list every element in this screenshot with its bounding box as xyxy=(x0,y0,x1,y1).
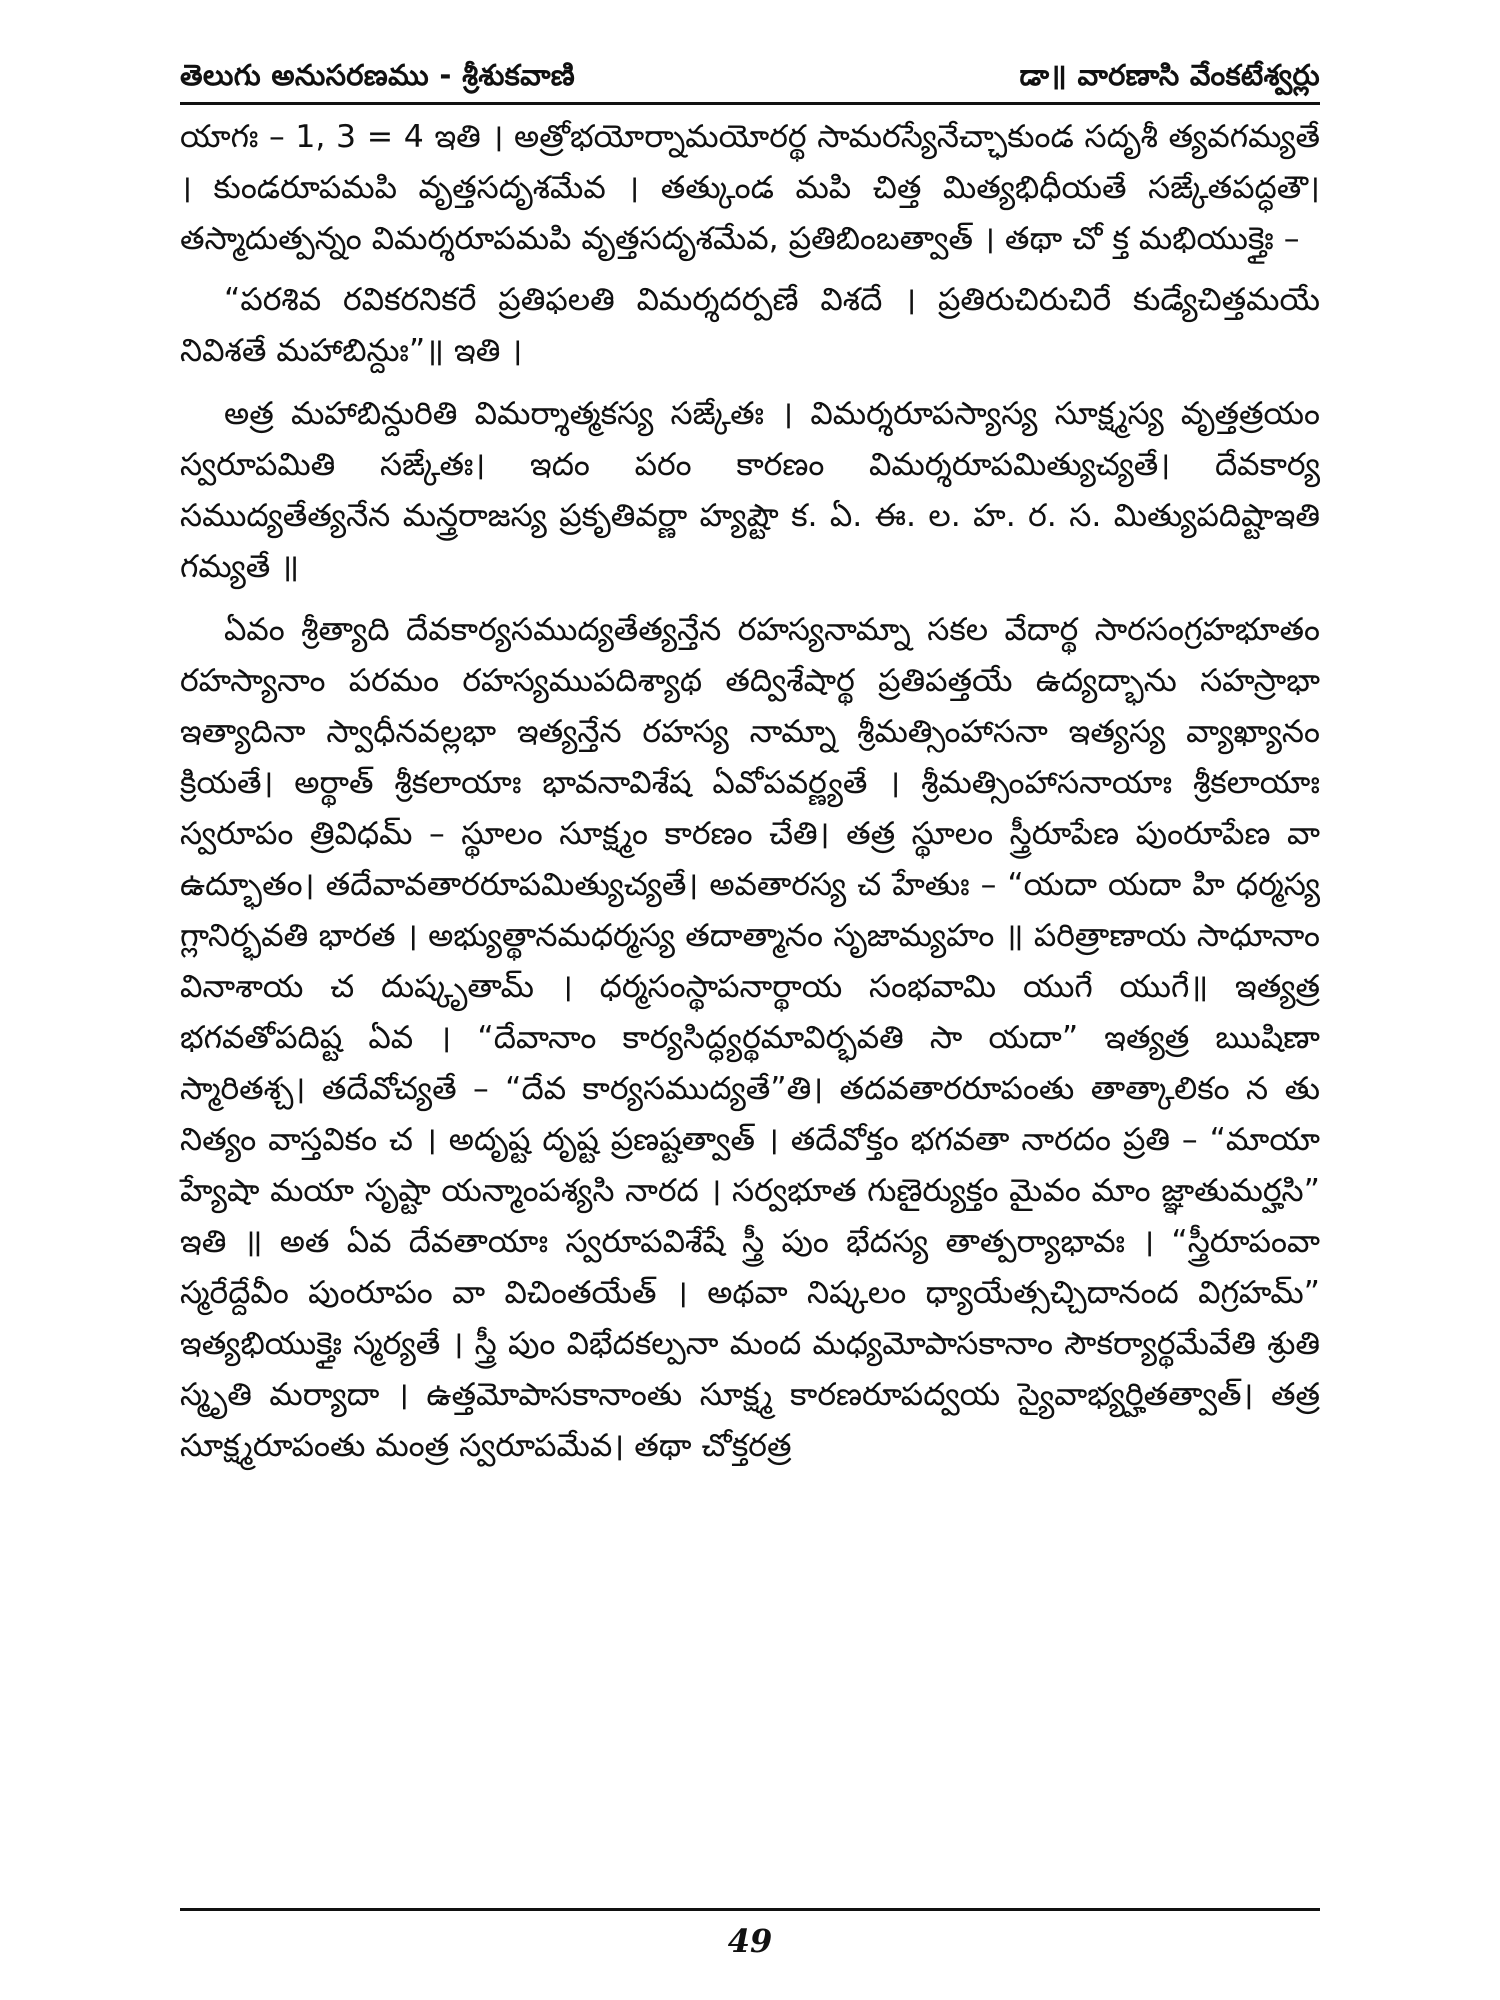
header-book-title: తెలుగు అనుసరణము - శ్రీశుకవాణి xyxy=(180,58,576,92)
paragraph-2-quotation: “పరశివ రవికరనికరే ప్రతిఫలతి విమర్శదర్పణే విశదే । ప్రతిరుచిరుచిరే కుడ్యేచిత్తమయే నివిశతే మహాబిన్దుః”॥ ఇతి । xyxy=(180,282,1320,369)
header-divider xyxy=(180,102,1320,105)
running-header xyxy=(180,44,1320,100)
paragraph-1: యాగః – 1, 3 = 4 ఇతి । అత్రోభయోర్నామయోరర్థ సామరస్యేనేచ్ఛాకుండ సదృశీ త్యవగమ్యతే । కుండరూపమపి వృత్తసదృశమేవ । తత్కుండ మపి చిత్త మిత్యభిధీయతే సఙ్కేతపద్ధతౌ। తస్మాదుత్పన్నం విమర్శరూపమపి వృత్తసదృశమేవ, ప్రతిబింబత్వాత్ । తథా చో క్త మభియుక్తైః – xyxy=(180,119,1320,257)
footer-divider xyxy=(180,1908,1320,1911)
paragraph-4: ఏవం శ్రీత్యాది దేవకార్యసముద్యతేత్యన్తేన రహస్యనామ్నా సకల వేదార్థ సారసంగ్రహభూతం రహస్యానాం పరమం రహస్యముపదిశ్యాథ తద్విశేషార్థ ప్రతిపత్తయే ఉద్యద్భాను సహస్రాభా ఇత్యాదినా స్వాధీనవల్లభా ఇత్యన్తేన రహస్య నామ్నా శ్రీమత్సింహాసనా ఇత్యస్య వ్యాఖ్యానం క్రియతే। అర్థాత్ శ్రీకలాయాః భావనావిశేష ఏవోపవర్ణ్యతే । శ్రీమత్సింహాసనాయాః శ్రీకలాయాః స్వరూపం త్రివిధమ్ – స్థూలం సూక్ష్మం కారణం చేతి। తత్ర స్థూలం స్త్రీరూపేణ పుంరూపేణ వా ఉద్భూతం। తదేవావతారరూపమిత్యుచ్యతే। అవతారస్య చ హేతుః – “యదా యదా హి ధర్మస్య గ్లానిర్భవతి భారత । అభ్యుత్థానమధర్మస్య తదాత్మానం సృజామ్యహం ॥ పరిత్రాణాయ సాధూనాం వినాశాయ చ దుష్కృతామ్ । ధర్మసంస్థాపనార్థాయ సంభవామి యుగే యుగే॥ ఇత్యత్ర భగవతోపదిష్ట ఏవ । “దేవానాం కార్యసిద్ధ్యర్థమావిర్భవతి సా యదా” ఇత్యత్ర ఋషిణా స్మారితశ్చ। తదేవోచ్యతే – “దేవ కార్యసముద్యతే”తి। తదవతారరూపంతు తాత్కాలికం న తు నిత్యం వాస్తవికం చ । అదృష్ట దృష్ట ప్రణష్టత్వాత్ । తదేవోక్తం భగవతా నారదం ప్రతి – “మాయా హ్యేషా మయా సృష్టా యన్మాంపశ్యసి నారద । సర్వభూత గుణైర్యుక్తం మైవం మాం జ్ఞాతుమర్హసి” ఇతి ॥ అత ఏవ దేవతాయాః స్వరూపవిశేషే స్త్రీ పుం భేదస్య తాత్పర్యాభావః । “స్త్రీరూపంవా స్మరేద్దేవీం పుంరూపం వా విచింతయేత్ । అథవా నిష్కలం ధ్యాయేత్సచ్చిదానంద విగ్రహమ్” ఇత్యభియుక్తైః స్మర్యతే । స్త్రీ పుం విభేదకల్పనా మంద మధ్యమోపాసకానాం సౌకర్యార్థమేవేతి శ్రుతి స్మృతి మర్యాదా । ఉత్తమోపాసకానాంతు సూక్ష్మ కారణరూపద్వయ స్యైవాభ్యర్హితత్వాత్। తత్ర సూక్ష్మరూపంతు మంత్ర స్వరూపమేవ। తథా చోక్తరత్ర xyxy=(180,612,1320,1464)
paragraph-3: అత్ర మహాబిన్దురితి విమర్శాత్మకస్య సఙ్కేతః । విమర్శరూపస్యాస్య సూక్ష్మస్య వృత్తత్రయం స్వరూపమితి సఙ్కేతః। ఇదం పరం కారణం విమర్శరూపమిత్యుచ్యతే। దేవకార్య సముద్యతేత్యనేన మన్త్రరాజస్య ప్రకృతివర్ణా హ్యష్టౌ క. ఏ. ఈ. ల. హ. ర. స. మిత్యుపదిష్టాఇతి గమ్యతే ॥ xyxy=(180,396,1320,585)
page-body xyxy=(180,112,1320,1472)
page-number: 49 xyxy=(727,1922,773,1960)
header-author-name: డా॥ వారణాసి వేంకటేశ్వర్లు xyxy=(1019,58,1320,92)
